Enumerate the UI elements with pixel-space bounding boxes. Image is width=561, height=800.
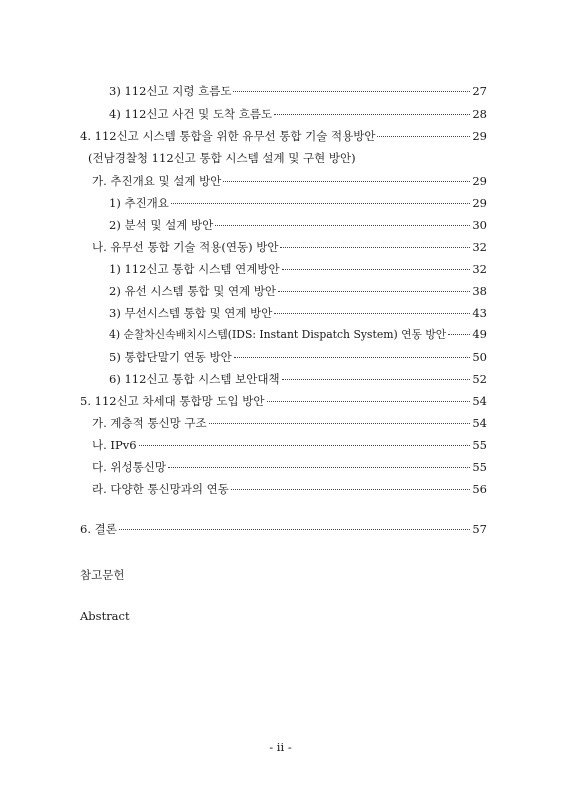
leader-dots <box>215 225 470 226</box>
toc-entry-page: 29 <box>472 196 487 210</box>
toc-entry-label: 6) 112신고 통합 시스템 보안대책 <box>109 372 280 386</box>
toc-entry-label: 가. 추진개요 및 설계 방안 <box>92 174 222 188</box>
toc-entry-label: 다. 위성통신망 <box>92 460 166 474</box>
toc-entry-page: 27 <box>472 84 487 98</box>
toc-entry[interactable] <box>109 261 487 279</box>
toc-entry-page: 43 <box>472 306 487 320</box>
toc-entry-label: 가. 계층적 통신망 구조 <box>92 416 207 430</box>
leader-dots <box>234 357 471 358</box>
leader-dots <box>282 269 471 270</box>
leader-dots <box>280 247 470 248</box>
toc-entry-label: 4) 순찰차신속배치시스템(IDS: Instant Dispatch System) 연동 방안 <box>109 328 447 341</box>
toc-subtitle: (전남경찰청 112신고 통합 시스템 설계 및 구현 방안) <box>88 151 356 165</box>
toc-entry-label: 5) 통합단말기 연동 방안 <box>109 350 232 364</box>
leader-dots <box>233 91 470 92</box>
toc-entry-page: 55 <box>472 460 487 474</box>
toc-entry-page: 54 <box>472 394 487 408</box>
toc-entry[interactable] <box>80 521 487 539</box>
leader-dots <box>231 489 471 490</box>
toc-entry-label: 3) 112신고 지령 흐름도 <box>109 84 232 98</box>
toc-entry-page: 56 <box>472 482 487 496</box>
toc-entry-label: 6. 결론 <box>80 522 117 536</box>
leader-dots <box>448 334 470 335</box>
toc-entry-page: 29 <box>472 174 487 188</box>
toc-entry[interactable] <box>80 393 487 411</box>
toc-entry-label: 나. 유무선 통합 기술 적용(연동) 방안 <box>92 240 279 254</box>
toc-entry-page: 32 <box>472 262 487 276</box>
toc-entry[interactable] <box>92 415 487 433</box>
toc-entry[interactable] <box>109 371 487 389</box>
toc-entry-label: 4. 112신고 시스템 통합을 위한 유무선 통합 기술 적용방안 <box>80 129 376 143</box>
toc-entry[interactable] <box>109 217 487 235</box>
toc-entry-page: 54 <box>472 416 487 430</box>
toc-entry-label: 4) 112신고 사건 및 도착 흐름도 <box>109 107 273 121</box>
toc-entry[interactable] <box>109 305 487 323</box>
toc-entry-page: 49 <box>472 327 487 341</box>
leader-dots <box>168 467 470 468</box>
toc-entry[interactable] <box>92 437 487 455</box>
toc-entry-page: 52 <box>472 372 487 386</box>
leader-dots <box>377 136 470 137</box>
toc-entry[interactable] <box>80 128 487 146</box>
toc-entry[interactable] <box>109 349 487 367</box>
leader-dots <box>223 181 470 182</box>
leader-dots <box>209 423 471 424</box>
toc-entry-page: 32 <box>472 240 487 254</box>
toc-entry[interactable] <box>109 283 487 301</box>
toc-entry-label: 1) 112신고 통합 시스템 연계방안 <box>109 262 280 276</box>
toc-entry-page: 38 <box>472 284 487 298</box>
page-number: - ii - <box>269 740 292 754</box>
toc-entry[interactable] <box>109 83 487 101</box>
toc-entry[interactable] <box>92 239 487 257</box>
toc-entry[interactable] <box>92 481 487 499</box>
toc-entry[interactable] <box>92 459 487 477</box>
leader-dots <box>274 313 470 314</box>
toc-entry[interactable] <box>109 106 487 124</box>
toc-entry-label: 5. 112신고 차세대 통합망 도입 방안 <box>80 394 265 408</box>
toc-entry[interactable] <box>109 195 487 213</box>
toc-entry-label: 2) 분석 및 설계 방안 <box>109 218 214 232</box>
leader-dots <box>171 203 470 204</box>
toc-entry[interactable] <box>109 327 487 345</box>
toc-entry[interactable] <box>92 173 487 191</box>
abstract-heading[interactable]: Abstract <box>80 609 130 623</box>
toc-entry-page: 29 <box>472 129 487 143</box>
toc-entry-page: 55 <box>472 438 487 452</box>
toc-entry-page: 30 <box>472 218 487 232</box>
toc-entry-page: 57 <box>472 522 487 536</box>
leader-dots <box>274 114 470 115</box>
toc-entry-label: 1) 추진개요 <box>109 196 169 210</box>
toc-entry-label: 3) 무선시스템 통합 및 연계 방안 <box>109 306 273 320</box>
toc-entry-page: 50 <box>472 350 487 364</box>
toc-entry-label: 2) 유선 시스템 통합 및 연계 방안 <box>109 284 277 298</box>
leader-dots <box>267 401 471 402</box>
leader-dots <box>119 529 471 530</box>
toc-entry-label: 나. IPv6 <box>92 438 137 452</box>
toc-entry-page: 28 <box>472 107 487 121</box>
leader-dots <box>282 379 471 380</box>
leader-dots <box>278 291 470 292</box>
references-heading[interactable]: 참고문헌 <box>80 568 125 582</box>
leader-dots <box>139 445 471 446</box>
toc-entry-label: 라. 다양한 통신망과의 연동 <box>92 482 229 496</box>
